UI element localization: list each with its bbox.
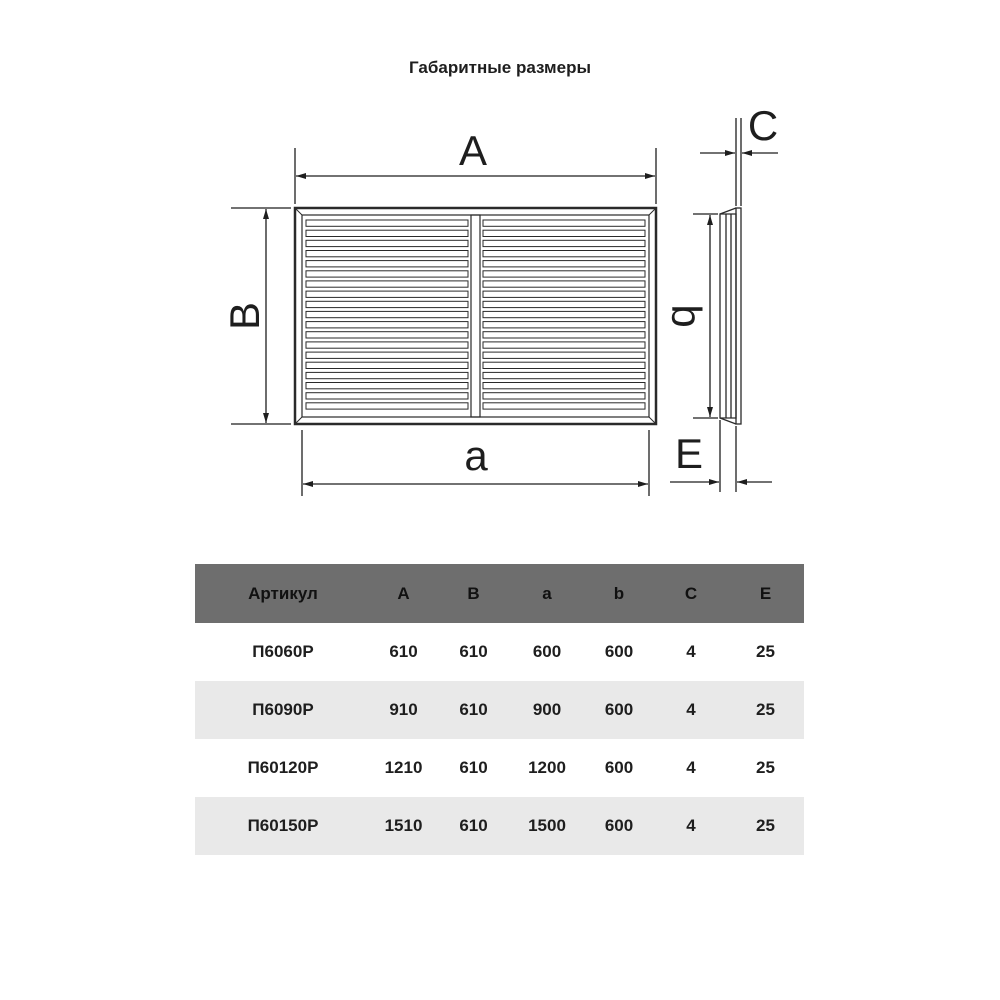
louver-slat — [306, 220, 468, 226]
header-B: B — [436, 564, 511, 623]
table-row — [195, 623, 804, 681]
louver-slat — [306, 372, 468, 378]
cell-B: 610 — [459, 758, 488, 777]
cell-a: 600 — [532, 642, 562, 661]
header-E: E — [727, 564, 804, 623]
louver-slat — [483, 291, 645, 297]
cell-C: 4 — [686, 758, 696, 777]
louver-slat — [483, 332, 645, 338]
louver-slat — [483, 403, 645, 409]
cell-b: 600 — [604, 642, 634, 661]
louver-slat — [306, 261, 468, 267]
louver-slat — [483, 352, 645, 358]
louver-slat — [483, 322, 645, 328]
louver-slat — [306, 362, 468, 368]
label-a: a — [464, 432, 488, 479]
grille-inner-frame — [302, 215, 649, 417]
louver-slat — [306, 240, 468, 246]
cell-A: 610 — [389, 642, 418, 661]
cell-a: 1200 — [528, 758, 566, 777]
header-C: C — [655, 564, 727, 623]
louver-slat — [306, 281, 468, 287]
label-A: A — [458, 127, 488, 174]
louver-slat — [306, 403, 468, 409]
louver-slat — [483, 311, 645, 317]
louver-slat — [306, 342, 468, 348]
grille-front-view — [295, 208, 656, 424]
cell-a: 900 — [511, 681, 583, 739]
header-b: b — [583, 564, 655, 623]
grille-side-view — [720, 208, 741, 424]
table-row — [195, 739, 804, 797]
louver-slat — [306, 352, 468, 358]
louver-slat — [306, 251, 468, 257]
cell-C: 4 — [655, 797, 727, 855]
cell-A: 1510 — [371, 797, 436, 855]
cell-E: 25 — [727, 797, 804, 855]
cell-E: 25 — [727, 681, 804, 739]
louver-slat — [483, 271, 645, 277]
cell-C: 4 — [655, 681, 727, 739]
dimensions-table — [195, 564, 804, 855]
louver-slat — [483, 301, 645, 307]
louver-slat — [483, 230, 645, 236]
louver-slat — [483, 383, 645, 389]
cell-article: П60120Р — [247, 758, 319, 777]
cell-B: 610 — [436, 681, 511, 739]
table-row — [195, 797, 804, 855]
louver-slat — [306, 383, 468, 389]
cell-B: 610 — [459, 642, 488, 661]
page-title: Габаритные размеры — [409, 58, 591, 77]
cell-E: 25 — [756, 758, 775, 777]
louver-slat — [483, 342, 645, 348]
table-row — [195, 681, 804, 739]
cell-b: 600 — [583, 797, 655, 855]
cell-b: 600 — [583, 681, 655, 739]
louver-slat — [306, 301, 468, 307]
cell-B: 610 — [436, 797, 511, 855]
grille-center-mullion — [471, 215, 480, 417]
label-E: E — [674, 430, 704, 477]
louver-slat — [306, 393, 468, 399]
cell-A: 1210 — [384, 758, 423, 777]
cell-article: П6090Р — [195, 681, 371, 739]
label-b: b — [662, 304, 710, 328]
header-article: Артикул — [195, 564, 371, 623]
louver-slat — [483, 220, 645, 226]
louver-slat — [483, 372, 645, 378]
louver-slat — [483, 362, 645, 368]
louver-slat — [483, 240, 645, 246]
label-B: B — [221, 301, 269, 331]
cell-A: 910 — [371, 681, 436, 739]
cell-C: 4 — [686, 642, 696, 661]
header-a: a — [511, 564, 583, 623]
cell-E: 25 — [756, 642, 775, 661]
louver-slat — [306, 332, 468, 338]
table-header-row — [195, 564, 804, 623]
louver-slat — [483, 281, 645, 287]
louver-slat — [483, 393, 645, 399]
louver-slat — [306, 291, 468, 297]
louver-slat — [306, 271, 468, 277]
cell-a: 1500 — [511, 797, 583, 855]
louver-slat — [306, 311, 468, 317]
louver-slat — [483, 261, 645, 267]
label-C: C — [747, 102, 779, 149]
louver-slat — [306, 230, 468, 236]
cell-article: П60150Р — [195, 797, 371, 855]
header-A: A — [371, 564, 436, 623]
cell-b: 600 — [604, 758, 634, 777]
cell-article: П6060Р — [252, 642, 314, 661]
louver-slat — [306, 322, 468, 328]
louver-slat — [483, 251, 645, 257]
